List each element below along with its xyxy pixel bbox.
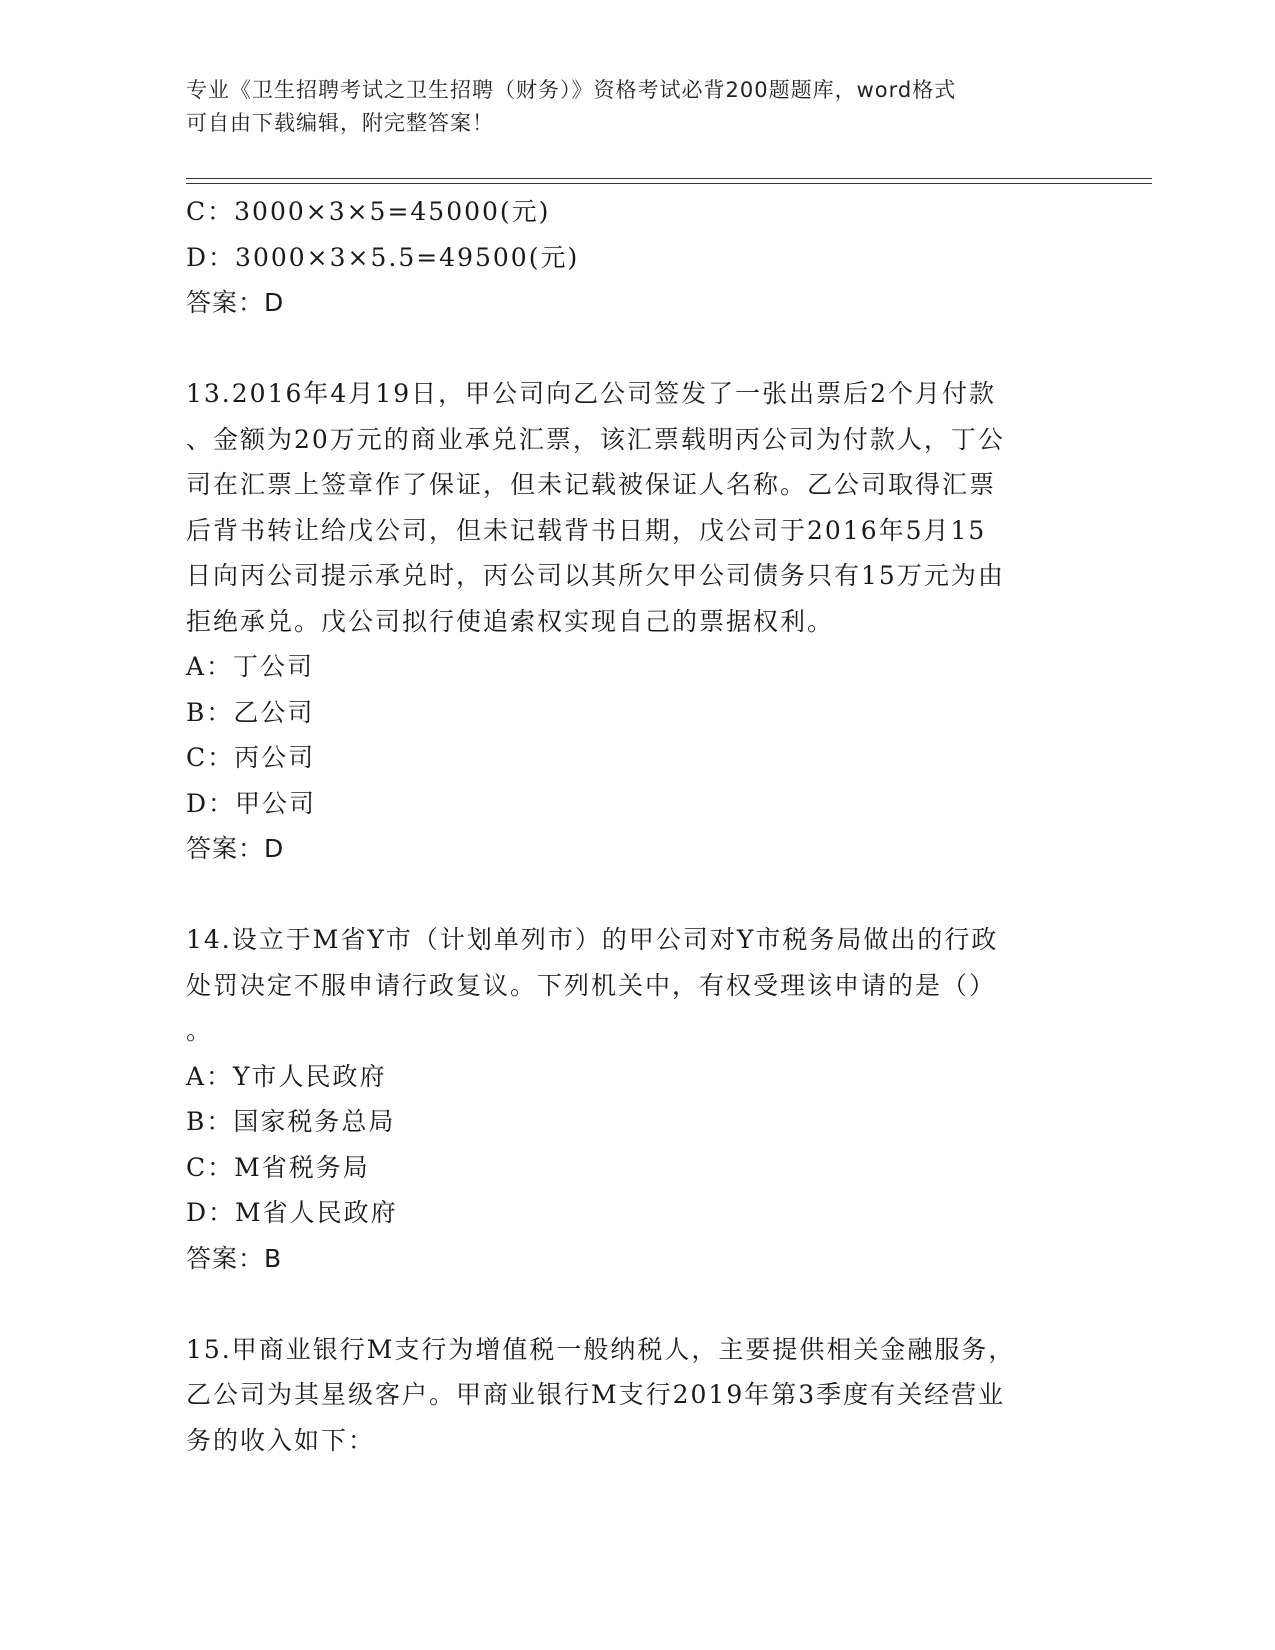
option-b: B：国家税务总局: [186, 1107, 396, 1136]
spacer: [186, 872, 1066, 918]
spacer: [186, 326, 1066, 372]
question-text-line: 14.设立于M省Y市（计划单列市）的甲公司对Y市税务局做出的行政: [186, 925, 999, 954]
question-text-line: 。: [186, 1016, 214, 1045]
question-text-line: 15.甲商业银行M支行为增值税一般纳税人，主要提供相关金融服务，: [186, 1334, 1016, 1364]
question-text-line: 务的收入如下：: [186, 1425, 376, 1455]
option-c: C：3000×3×5=45000(元): [186, 197, 551, 226]
option-a: A：丁公司: [186, 652, 315, 681]
question-15: [186, 1327, 1066, 1464]
previous-question-tail: [186, 189, 1066, 326]
question-text-line: 拒绝承兑。戊公司拟行使追索权实现自己的票据权利。: [186, 606, 835, 636]
answer-line: 答案：D: [186, 288, 285, 317]
answer-line: 答案：B: [186, 1243, 283, 1273]
question-text-line: 日向丙公司提示承兑时，丙公司以其所欠甲公司债务只有15万元为由: [186, 561, 1005, 590]
question-text-line: 乙公司为其星级客户。甲商业银行M支行2019年第3季度有关经营业: [186, 1380, 1006, 1409]
option-d: D：M省人民政府: [186, 1198, 398, 1227]
option-b: B：乙公司: [186, 697, 315, 727]
option-c: C：丙公司: [186, 743, 316, 772]
question-text-line: 司在汇票上签章作了保证，但未记载被保证人名称。乙公司取得汇票: [186, 470, 997, 499]
question-13: [186, 371, 1066, 872]
header-line-2: 可自由下载编辑，附完整答案！: [186, 111, 494, 135]
question-text-line: 、金额为20万元的商业承兑汇票，该汇票载明丙公司为付款人，丁公: [186, 424, 1005, 454]
question-text-line: 13.2016年4月19日，甲公司向乙公司签发了一张出票后2个月付款: [186, 379, 997, 408]
question-text-line: 后背书转让给戊公司，但未记载背书日期，戊公司于2016年5月15: [186, 515, 987, 545]
page-header: [186, 74, 1086, 140]
option-d: D：3000×3×5.5=49500(元): [186, 242, 580, 272]
spacer: [186, 1281, 1066, 1327]
question-14: [186, 917, 1066, 1281]
question-text-line: 处罚决定不服申请行政复议。下列机关中，有权受理该申请的是（）: [186, 970, 997, 1000]
header-line-1: 专业《卫生招聘考试之卫生招聘（财务）》资格考试必背200题题库，word格式: [186, 78, 957, 102]
option-a: A：Y市人民政府: [186, 1061, 387, 1091]
header-divider-top: [186, 178, 1152, 179]
header-divider-bottom: [186, 183, 1152, 184]
document-body: [186, 189, 1066, 1463]
answer-line: 答案：D: [186, 834, 285, 863]
option-d: D：甲公司: [186, 788, 317, 818]
option-c: C：M省税务局: [186, 1152, 370, 1182]
